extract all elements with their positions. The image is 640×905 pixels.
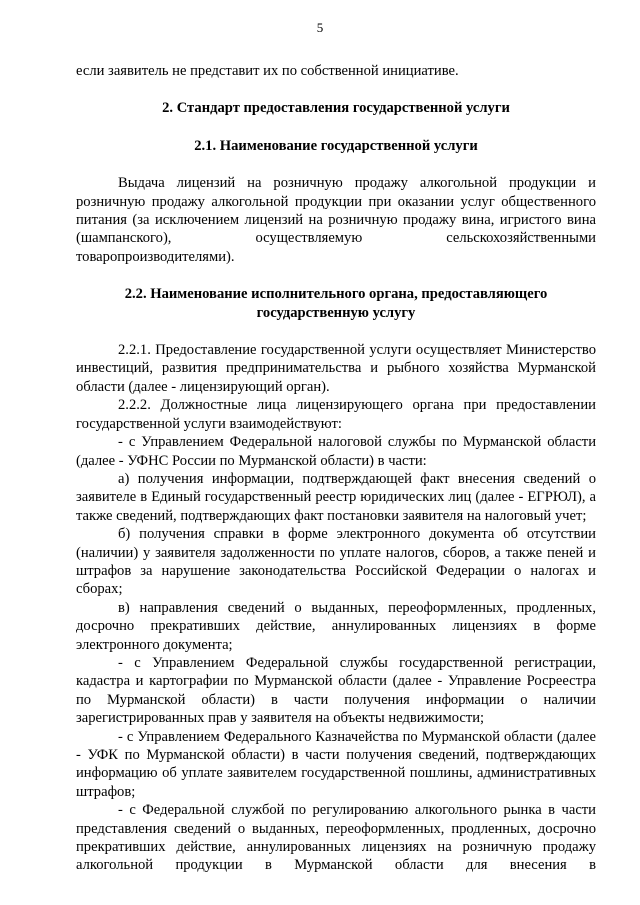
page-number: 5 [316,20,324,35]
subsection-heading-2-2-line1: 2.2. Наименование исполнительного органа, предоставляющего [124,286,548,303]
paragraph-item-a: а) получения информации, подтверждающей факт внесения сведений о заявителе в Единый государственный реестр юридических лиц (далее - ЕГРЮЛ), а также сведений, подтверждающих факт постановки заявителя на налоговый учет; [76,470,596,524]
paragraph-continuation: если заявитель не представит их по собственной инициативе. [76,63,459,79]
paragraph-2-2-2: 2.2.2. Должностные лица лицензирующего органа при предоставлении государственной услуги взаимодействуют: [76,397,596,432]
paragraph-service-name: Выдача лицензий на розничную продажу алкогольной продукции и розничную продажу алкогольной продукции при оказании услуг общественного питания (за исключением лицензий на розничную продажу вина, игристого вина (шампанского), осуществляемую сельскохозяйственными товаропроизводителями). [76,175,596,265]
paragraph-item-b: б) получения справки в форме электронного документа об отсутствии (наличии) у заявителя задолженности по уплате налогов, сборов, а также пеней и штрафов за нарушение законодательства Российской Федерации о налогах и сборах; [76,526,596,598]
subsection-heading-2-2-line2: государственную услугу [256,304,416,321]
paragraph-rosreestr: - с Управлением Федеральной службы государственной регистрации, кадастра и картографии по Мурманской области (далее - Управление Росреестра по Мурманской области) в части получения информации о наличии зарегистрированных прав у заявителя на объекты недвижимости; [76,654,596,727]
section-heading-2: 2. Стандарт предоставления государственной услуги [162,100,510,117]
paragraph-ufns: - с Управлением Федеральной налоговой службы по Мурманской области (далее - УФНС России по Мурманской области) в части: [76,434,596,469]
subsection-heading-2-2 [76,285,596,322]
paragraph-ufk: - с Управлением Федерального Казначейства по Мурманской области (далее - УФК по Мурманской области) в части получения сведений, подтверждающих информацию об уплате заявителем государственной пошлины, административных штрафов; [76,728,596,800]
paragraph-fsrar: - с Федеральной службой по регулированию алкогольного рынка в части представления сведений о выданных, переоформленных, продленных, досрочно прекративших действие, аннулированных лицензиях на розничную продажу алкогольной продукции в Мурманской области для внесения в [76,802,596,874]
document-body [76,62,596,875]
paragraph-item-v: в) направления сведений о выданных, переоформленных, продленных, досрочно прекративших действие, аннулированных лицензиях в форме электронного документа; [76,599,596,653]
paragraph-2-2-1: 2.2.1. Предоставление государственной услуги осуществляет Министерство инвестиций, развития предпринимательства и рыбного хозяйства Мурманской области (далее - лицензирующий орган). [76,342,596,395]
subsection-heading-2-1: 2.1. Наименование государственной услуги [194,137,478,154]
